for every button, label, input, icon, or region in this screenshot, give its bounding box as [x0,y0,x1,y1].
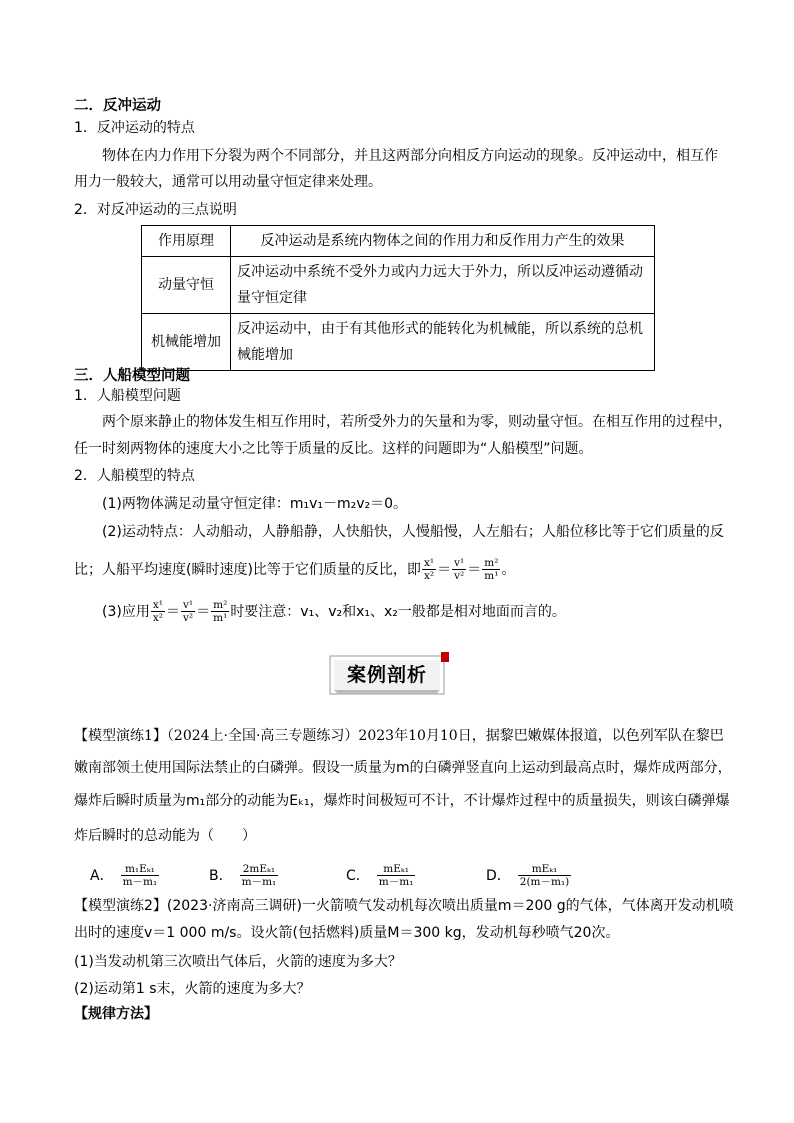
fraction-numerator: mEₖ₁ [518,863,572,876]
item-motion-features: (2)运动特点：人动船动，人静船静，人快船快，人慢船慢，人左船右；人船位移比等于它们质量的反 [102,524,724,540]
option-fraction [377,863,416,888]
fraction-x [151,599,165,624]
exercise-text: 【模型演练1】（2024上·全国·高三专题练习）2023年10月10日，据黎巴嫩媒体报道，以色列军队在黎巴 [74,728,724,744]
table-cell-text: 反冲运动中系统不受外力或内力远大于外力，所以反冲运动遵循动 [237,264,643,280]
equals-sign: ＝ [196,604,211,620]
option-a[interactable] [90,858,160,892]
option-fraction [518,863,572,888]
fraction-denominator: v² [182,611,194,624]
method-heading: 【规律方法】 [74,1006,158,1022]
paragraph-line: 用力一般较大，通常可以用动量守恒定律来处理。 [74,174,382,190]
option-fraction [240,863,279,888]
fraction-numerator: m² [484,556,499,569]
table-cell-text: 反冲运动中，由于有其他形式的能转化为机械能，所以系统的总机 [237,321,643,337]
exercise-2-line: 出时的速度v＝1 000 m/s。设火箭(包括燃料)质量M＝300 kg，发动机每秒喷气20次。 [74,925,620,941]
exercise-1-line [74,726,724,746]
table-cell-key: 机械能增加 [142,314,231,371]
text-fragment: 比；人船平均速度(瞬时速度)比等于它们质量的反比，即 [74,562,421,578]
fraction-x [422,557,436,582]
fraction-denominator: 2(m－m₁) [519,875,570,888]
fraction-v [452,557,466,582]
paragraph-line: 物体在内力作用下分裂为两个不同部分，并且这两部分向相反方向运动的现象。反冲运动中，相互作 [102,148,718,164]
equals-sign: ＝ [437,562,452,578]
option-label: C． [346,868,370,884]
table-cell-text: 反冲运动是系统内物体之间的作用力和反作用力产生的效果 [260,233,625,249]
option-b[interactable] [209,858,279,892]
paragraph-line: 两个原来静止的物体发生相互作用时，若所受外力的矢量和为零，则动量守恒。在相互作用的过程中， [102,414,732,430]
equals-sign: ＝ [467,562,482,578]
option-fraction [121,863,160,888]
reaction-notes-table [141,225,655,371]
fraction-numerator: x¹ [423,556,435,569]
fraction-denominator: x² [152,611,163,624]
fraction-numerator: mEₖ₁ [377,863,416,876]
option-label: D． [486,868,511,884]
banner-red-tab [441,652,449,662]
fraction-numerator: v¹ [182,598,194,611]
text-fragment: 时要注意：v₁、v₂和x₁、x₂一般都是相对地面而言的。 [230,604,566,620]
table-cell-text: 量守恒定律 [237,290,307,306]
fraction-v [181,599,195,624]
table-row [142,257,655,314]
choice-options [0,858,794,892]
fraction-denominator: m¹ [213,611,228,624]
exercise-1-line: 嫩南部领土使用国际法禁止的白磷弹。假设一质量为m的白磷弹竖直向上运动到最高点时，爆炸成两部分， [74,760,732,776]
fraction-m [482,557,500,582]
fraction-numerator: 2mEₖ₁ [240,863,279,876]
exercise-1-line: 炸后瞬时的总动能为（ ） [74,828,256,844]
table-cell-key: 作用原理 [142,226,231,257]
section-heading-boat-model: 三．人船模型问题 [74,368,190,384]
item-application-note [102,591,566,631]
table-cell-key: 动量守恒 [142,257,231,314]
exercise-2-line: 【模型演练2】(2023·济南高三调研)一火箭喷气发动机每次喷出质量m＝200 g的气体，气体离开发动机喷 [74,898,734,914]
fraction-m [211,599,229,624]
item-motion-features-line2 [74,549,515,589]
fraction-denominator: m－m₁ [378,875,414,888]
option-label: A． [90,868,114,884]
table-row [142,314,655,371]
subheading-reaction-features: 1．反冲运动的特点 [74,120,195,136]
table-cell-value [231,226,655,257]
exercise-1-line: 爆炸后瞬时质量为m₁部分的动能为Eₖ₁，爆炸时间极短可不计，不计爆炸过程中的质量损失，则该白磷弹爆 [74,793,730,809]
subheading-boat-model-features: 2．人船模型的特点 [74,468,195,484]
banner-title: 案例剖析 [346,664,427,686]
table-cell-text: 械能增加 [237,347,293,363]
fraction-numerator: m₁Eₖ₁ [121,863,160,876]
equals-sign: ＝ [165,604,180,620]
paragraph-line: 任一时刻两物体的速度大小之比等于质量的反比。这样的问题即为“人船模型”问题。 [74,441,593,457]
item-momentum-conservation: (1)两物体满足动量守恒定律：m₁v₁－m₂v₂＝0。 [102,496,408,512]
fraction-denominator: m¹ [484,569,499,582]
case-analysis-banner [328,652,454,698]
fraction-denominator: x² [423,569,435,582]
text-fragment: 。 [501,562,516,578]
option-d[interactable] [486,858,572,892]
section-heading-reaction: 二．反冲运动 [74,98,161,114]
fraction-numerator: m² [213,598,228,611]
option-c[interactable] [346,858,416,892]
fraction-denominator: m－m₁ [241,875,277,888]
option-label: B． [209,868,233,884]
fraction-numerator: x¹ [152,598,163,611]
text-fragment: (3)应用 [102,604,150,620]
fraction-denominator: m－m₁ [122,875,158,888]
fraction-denominator: v² [454,569,465,582]
table-cell-value [231,314,655,371]
subheading-boat-model-problem: 1．人船模型问题 [74,388,181,404]
fraction-numerator: v¹ [454,556,465,569]
subheading-three-notes: 2．对反冲运动的三点说明 [74,202,237,218]
table-cell-value [231,257,655,314]
exercise-2-question-1: (1)当发动机第三次喷出气体后，火箭的速度为多大？ [74,954,402,970]
exercise-2-question-2: (2)运动第1 s末，火箭的速度为多大？ [74,981,311,997]
table-row [142,226,655,257]
